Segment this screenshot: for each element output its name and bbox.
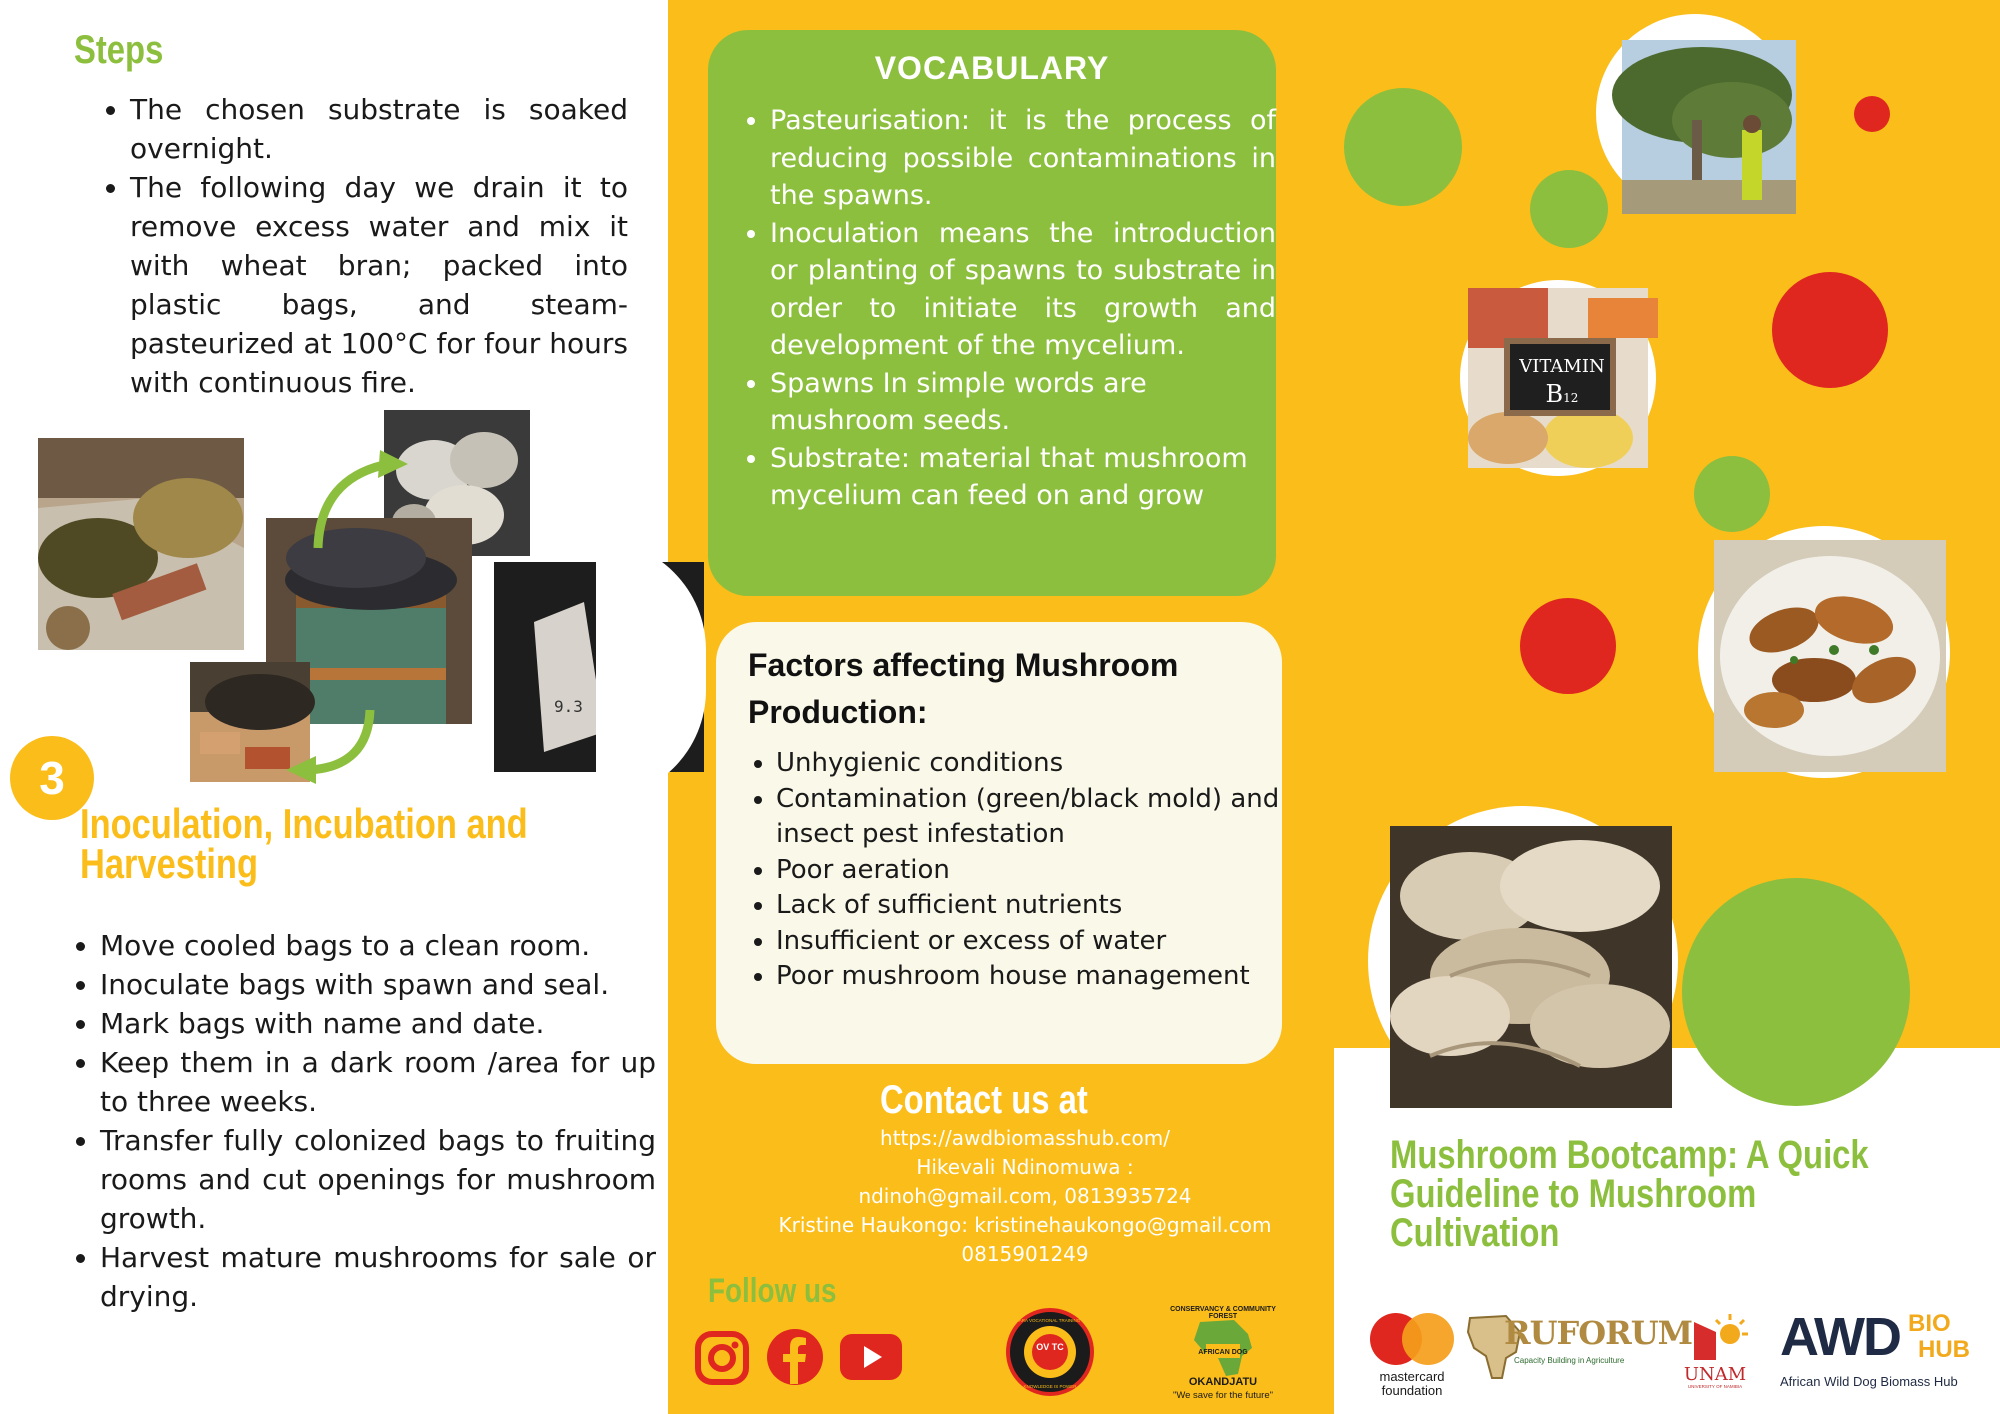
list-item: • Inoculate bags with spawn and seal. [100, 965, 656, 1004]
ovtc-logo-top-text: OKAKARARA VOCATIONAL TRAINING CENTRE [1000, 1318, 1100, 1323]
mastercard-text: foundation [1381, 1383, 1443, 1398]
list-item: • Unhygienic conditions [776, 746, 1296, 782]
arrow-icon [310, 448, 410, 558]
steps-heading: Steps [74, 28, 164, 72]
oyster-mushroom-photo [1390, 826, 1672, 1108]
substrate-photo [38, 438, 244, 650]
awd-biomass-hub-logo [1780, 1308, 1990, 1398]
mastercard-text: mastercard [1379, 1369, 1445, 1384]
unam-subtitle: UNIVERSITY OF NAMIBIA [1687, 1384, 1743, 1389]
list-item: • The following day we drain it to remove excess water and mix it with wheat bran; packed into plastic bags, and steam-pasteurized at 100°C for four hours with continuous fire. [130, 168, 628, 402]
list-item: • Substrate: material that mushroom mycelium can feed on and grow [770, 440, 1276, 515]
decorative-circle [1344, 88, 1462, 206]
list-item: • Poor mushroom house management [776, 959, 1296, 995]
contact-details [700, 1124, 1350, 1269]
vitamin-sign-text: VITAMIN [1519, 356, 1605, 377]
factors-list [746, 746, 1296, 995]
contact-heading: Contact us at [880, 1078, 1088, 1122]
contact-line: Kristine Haukongo: kristinehaukongo@gmail.com [778, 1213, 1272, 1237]
forest-worker-photo [1622, 40, 1796, 214]
section-heading: Inoculation, Incubation and Harvesting [80, 800, 528, 887]
vocabulary-list [740, 102, 1276, 515]
mastercard-icon [1366, 1312, 1458, 1366]
decorative-circle [1520, 598, 1616, 694]
section-number-badge: 3 [10, 736, 94, 820]
list-item: • The chosen substrate is soaked overnight. [130, 90, 628, 168]
list-item: • Keep them in a dark room /area for up to three weeks. [100, 1043, 656, 1121]
unam-logo [1672, 1312, 1758, 1392]
conservancy-tagline: "We save for the future" [1172, 1390, 1274, 1401]
ovtc-logo-bottom-text: KNOWLEDGE IS POWER [1023, 1384, 1077, 1389]
contact-line: ndinoh@gmail.com, 0813935724 [858, 1184, 1192, 1208]
unam-name: UNAM [1683, 1364, 1747, 1385]
awd-tagline: African Wild Dog Biomass Hub [1780, 1374, 1958, 1389]
list-item: • Insufficient or excess of water [776, 924, 1296, 960]
vocabulary-heading: VOCABULARY [874, 50, 1110, 86]
ruforum-name: RUFORUM [1504, 1314, 1693, 1352]
vitamin-sign-subscript: 12 [1563, 391, 1579, 405]
website-link[interactable]: https://awdbiomasshub.com/ [880, 1126, 1170, 1150]
cooked-mushroom-photo [1714, 540, 1946, 772]
list-item: • Poor aeration [776, 853, 1296, 889]
ovtc-logo [1000, 1308, 1100, 1396]
instagram-icon[interactable] [694, 1330, 750, 1386]
unam-emblem-icon [1672, 1312, 1758, 1362]
contact-line: 0815901249 [961, 1242, 1089, 1266]
ruforum-logo [1466, 1312, 1693, 1382]
list-item: • Spawns In simple words are mushroom seeds. [770, 365, 1276, 440]
decorative-circle [1682, 878, 1910, 1106]
vitamin-sign-b [1512, 380, 1612, 408]
awd-name: AWD [1780, 1307, 1900, 1367]
list-item: • Inoculation means the introduction or planting of spawns to substrate in order to initiate its growth and development of the mycelium. [770, 215, 1276, 365]
list-item: • Contamination (green/black mold) and insect pest infestation [776, 782, 1296, 853]
section-steps-list [70, 926, 656, 1316]
vitamin-b12-photo [1468, 288, 1648, 468]
vitamin-sign-letter: B [1545, 380, 1564, 408]
arrow-icon [280, 706, 380, 786]
ruforum-tagline: Capacity Building in Agriculture [1514, 1356, 1625, 1365]
awd-bio: BIO [1908, 1310, 1951, 1337]
contact-line: Hikevali Ndinomuwa : [916, 1155, 1134, 1179]
decorative-circle [1530, 170, 1608, 248]
factors-heading: Factors affecting Mushroom Production: [748, 647, 1179, 730]
facebook-icon[interactable] [766, 1328, 824, 1386]
list-item: • Pasteurisation: it is the process of reducing possible contaminations in the spawns. [770, 102, 1276, 215]
conservancy-mid-text: AFRICAN DOG [1198, 1349, 1248, 1356]
list-item: • Harvest mature mushrooms for sale or drying. [100, 1238, 656, 1316]
africa-map-icon [1188, 1318, 1258, 1378]
steps-list [100, 90, 628, 402]
svg-text:9.3: 9.3 [554, 697, 583, 716]
youtube-icon[interactable] [840, 1334, 902, 1380]
list-item: • Move cooled bags to a clean room. [100, 926, 656, 965]
brochure-title: Mushroom Bootcamp: A Quick Guideline to Mushroom Cultivation [1390, 1133, 1869, 1255]
list-item: • Transfer fully colonized bags to fruiting rooms and cut openings for mushroom growth. [100, 1121, 656, 1238]
decorative-circle [1854, 96, 1890, 132]
decorative-circle [1694, 456, 1770, 532]
decorative-circle [1772, 272, 1888, 388]
list-item: • Mark bags with name and date. [100, 1004, 656, 1043]
awd-hub: HUB [1918, 1336, 1970, 1363]
conservancy-name: OKANDJATU [1188, 1376, 1258, 1388]
list-item: • Lack of sufficient nutrients [776, 888, 1296, 924]
follow-heading: Follow us [708, 1272, 837, 1310]
conservancy-top-text: CONSERVANCY & COMMUNITY FOREST [1170, 1306, 1276, 1320]
conservancy-logo [1160, 1306, 1300, 1406]
ovtc-logo-text: OV TC [1036, 1342, 1064, 1352]
mastercard-foundation-logo [1366, 1312, 1458, 1398]
